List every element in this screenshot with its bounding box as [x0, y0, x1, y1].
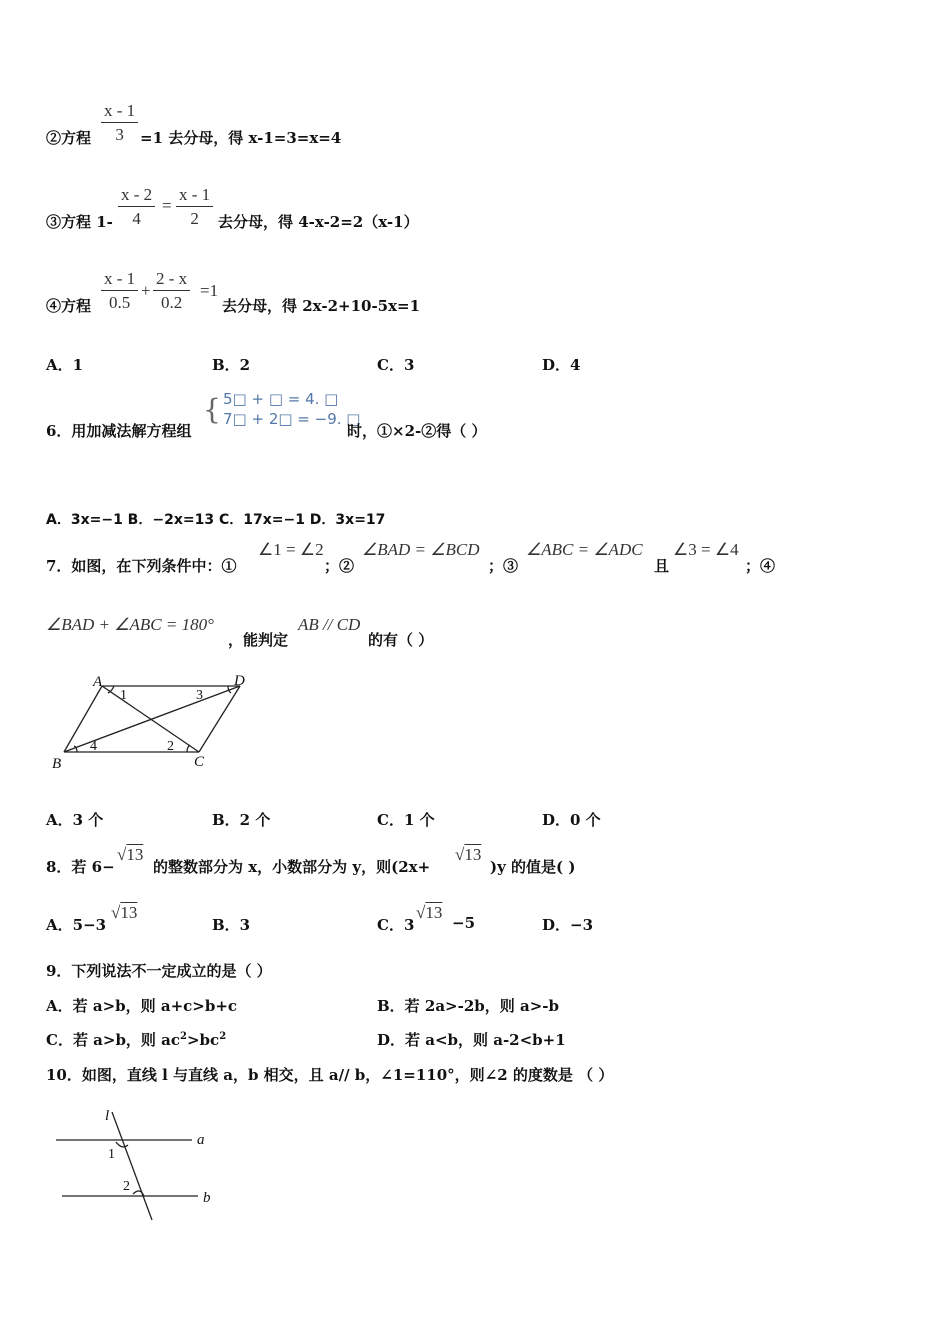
- q7-condition-5: ∠BAD + ∠ABC = 180°: [46, 615, 214, 634]
- q6-equation-system: [203, 390, 361, 432]
- angle-label-1: 1: [120, 688, 127, 703]
- q7-and: 且: [654, 557, 670, 575]
- q5-item4-label: ④方程: [46, 297, 92, 315]
- q9-stem: 9．下列说法不一定成立的是（ ）: [46, 962, 272, 980]
- q7-option-d: D．0 个: [542, 811, 601, 829]
- q8-option-a-sqrt: √13: [111, 903, 138, 922]
- q5-item4-equals: =1: [200, 281, 219, 300]
- q8-option-c-prefix: C．3: [377, 916, 415, 934]
- q5-item2-fraction: $\frac{x - 1}{3}$: [101, 100, 138, 147]
- q7-condition-3: ∠ABC = ∠ADC: [526, 540, 643, 559]
- q7-option-b: B．2 个: [212, 811, 271, 829]
- q5-item4-plus: +: [141, 281, 151, 300]
- q5-item3-fraction-1: $\frac{x - 2}{4}$: [118, 184, 155, 231]
- system-equation-1: 5□ + □ = 4. □: [223, 390, 339, 408]
- vertex-D: D: [234, 673, 245, 689]
- q8-stem-a: 8．若 6−: [46, 858, 115, 876]
- q10-stem: 10．如图，直线 l 与直线 a，b 相交，且 a// b，∠1=110°，则∠2 的度数是 （ ）: [46, 1066, 614, 1084]
- line-l: [112, 1112, 152, 1220]
- q5-item2-tail: =1 去分母，得 x-1=3=x=4: [140, 129, 342, 147]
- q6-options: A．3x=−1 B．−2x=13 C．17x=−1 D．3x=17: [46, 512, 386, 528]
- q7-condition-4: ∠3 = ∠4: [673, 540, 739, 559]
- q5-option-a: A．1: [46, 356, 84, 374]
- q9-option-d: D．若 a<b，则 a-2<b+1: [377, 1031, 566, 1049]
- vertex-B: B: [52, 756, 62, 772]
- q6-stem-tail: 时，①×2-②得（ ）: [347, 422, 487, 440]
- q5-item3-tail: 去分母，得 4-x-2=2（x-1）: [218, 213, 419, 231]
- segment-DC: [199, 686, 240, 752]
- q10-parallel-lines-figure: [50, 1102, 230, 1227]
- q5-option-c: C．3: [377, 356, 415, 374]
- angle-label-3: 3: [196, 688, 203, 703]
- line-label-l: l: [105, 1108, 110, 1124]
- line-label-b: b: [203, 1190, 211, 1206]
- line-label-a: a: [197, 1132, 205, 1148]
- angle-label-2: 2: [167, 739, 174, 754]
- angle-label-4: 4: [90, 739, 97, 754]
- q6-stem: 6．用加减法解方程组: [46, 422, 192, 440]
- q9-option-b: B．若 2a>-2b，则 a>-b: [377, 997, 559, 1015]
- q5-item3-fraction-2: $\frac{x - 1}{2}$: [176, 184, 213, 231]
- q5-option-d: D．4: [542, 356, 581, 374]
- q8-option-c-suffix: −5: [452, 914, 476, 932]
- q5-option-b: B．2: [212, 356, 251, 374]
- q7-stem: 7．如图，在下列条件中：①: [46, 557, 237, 575]
- q9-option-a: A．若 a>b，则 a+c>b+c: [46, 997, 238, 1015]
- q8-option-b: B．3: [212, 916, 251, 934]
- q5-item2-label: ②方程: [46, 129, 92, 147]
- angle-mark-1: [116, 1142, 128, 1147]
- q5-item4-fraction-2: $\frac{2 - x}{0.2}$: [153, 268, 190, 315]
- q7-mid: ，能判定: [228, 631, 289, 649]
- system-equation-2: 7□ + 2□ = −9. □: [223, 410, 361, 428]
- vertex-C: C: [194, 754, 205, 770]
- q7-sep-3: ；④: [745, 557, 776, 575]
- q5-item4-fraction-1: $\frac{x - 1}{0.5}$: [101, 268, 138, 315]
- q9-option-c: C．若 a>b，则 $ac^2>bc^2$: [46, 1031, 227, 1049]
- angle-label-2: 2: [123, 1179, 130, 1194]
- q7-option-c: C．1 个: [377, 811, 435, 829]
- q7-tail: 的有（ ）: [368, 631, 434, 649]
- angle-mark-2: [187, 745, 190, 752]
- q5-item4-tail: 去分母，得 2x-2+10-5x=1: [222, 297, 421, 315]
- q7-condition-2: ∠BAD = ∠BCD: [362, 540, 480, 559]
- q8-option-a-prefix: A．5−3: [46, 916, 107, 934]
- q5-item3-label: ③方程 1-: [46, 213, 113, 231]
- system-brace: {: [203, 393, 221, 426]
- q7-condition-1: ∠1 = ∠2: [258, 540, 324, 559]
- angle-label-1: 1: [108, 1147, 115, 1162]
- q8-stem-c: )y 的值是( ): [490, 858, 576, 876]
- q5-item3-equals: =: [162, 196, 172, 215]
- q7-sep-2: ；③: [488, 557, 519, 575]
- q7-sep-1: ；②: [324, 557, 355, 575]
- q8-stem-b: 的整数部分为 x，小数部分为 y，则(2x+: [153, 858, 431, 876]
- q8-sqrt-1: √13: [117, 845, 144, 864]
- vertex-A: A: [93, 674, 103, 690]
- q7-condition-6: AB // CD: [298, 615, 361, 634]
- q7-parallelogram-figure: [44, 668, 264, 778]
- q8-sqrt-2: √13: [455, 845, 482, 864]
- q8-option-c-sqrt: √13: [416, 903, 443, 922]
- q7-option-a: A．3 个: [46, 811, 104, 829]
- q8-option-d: D．−3: [542, 916, 594, 934]
